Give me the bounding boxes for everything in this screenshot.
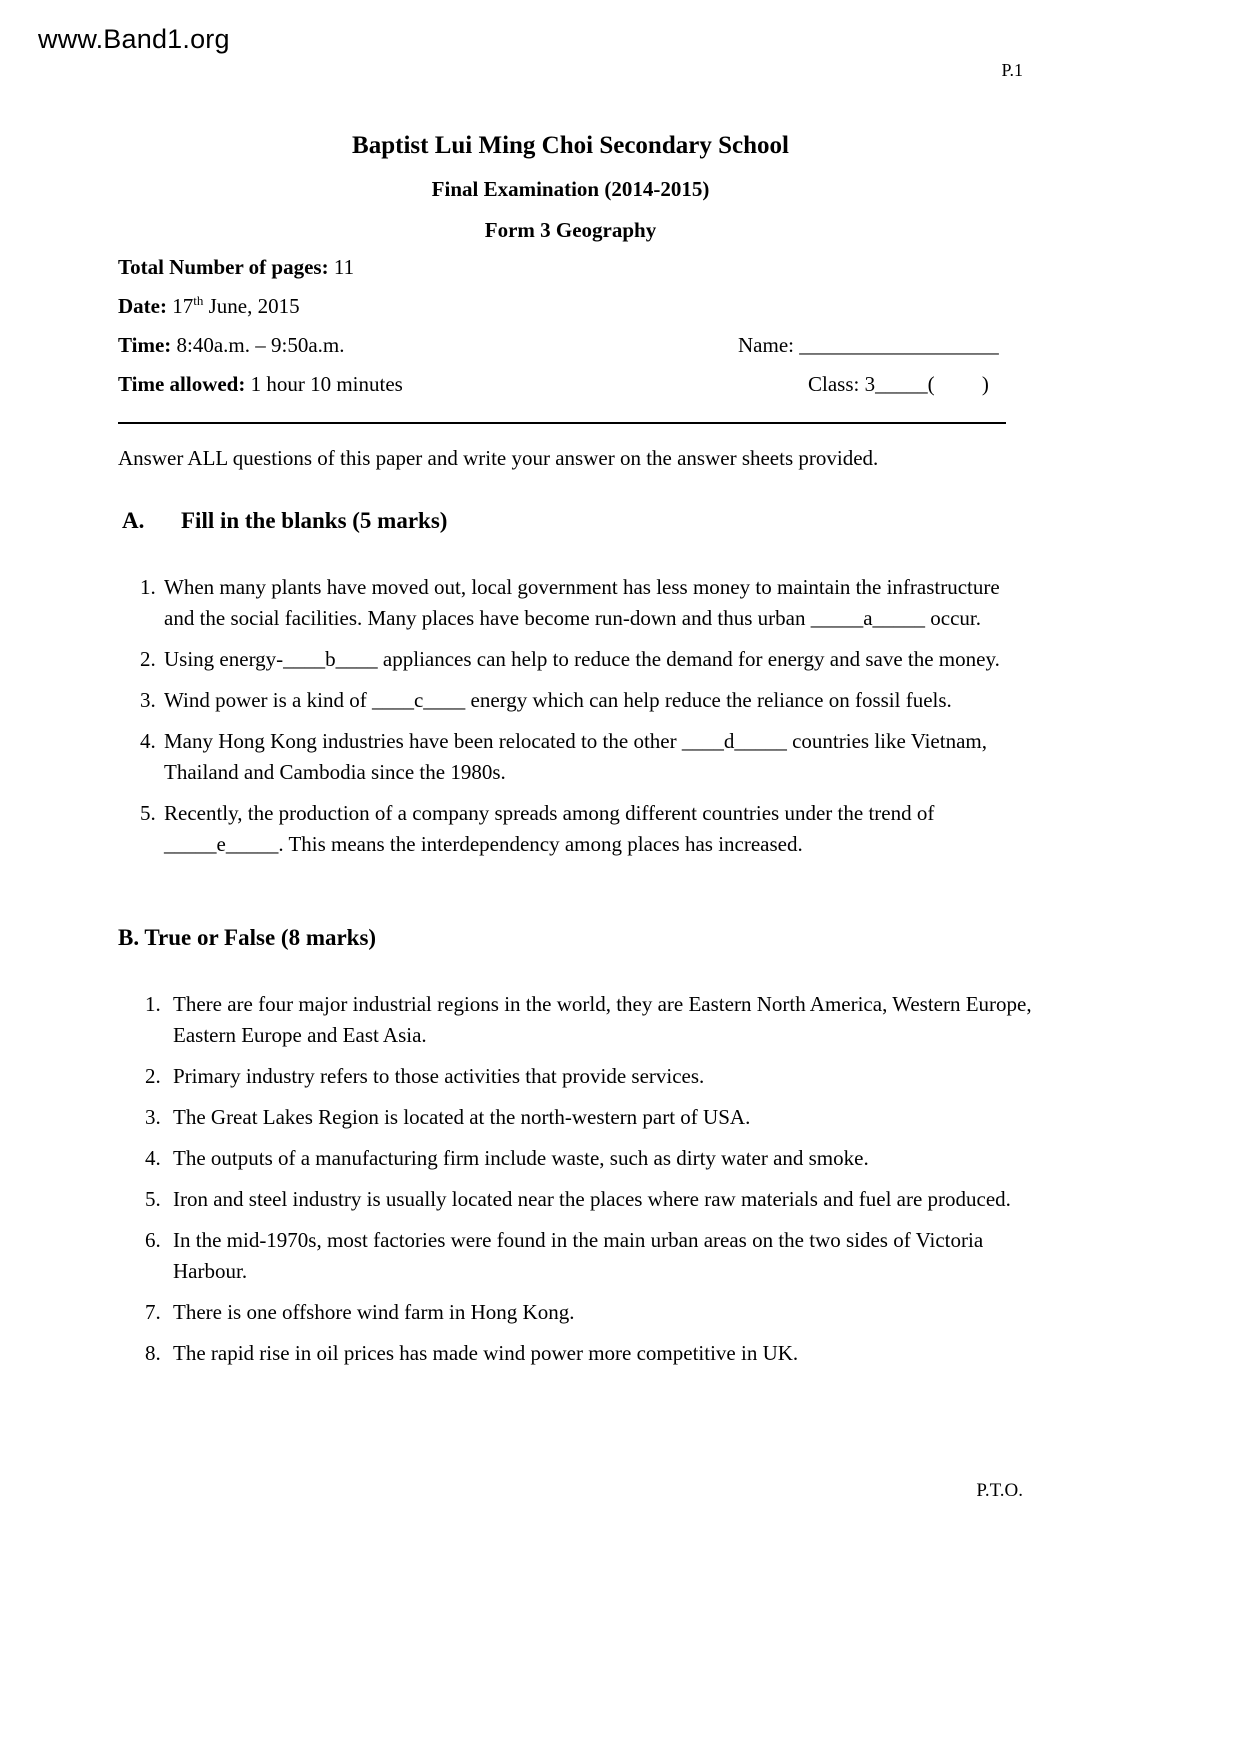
class-label: Class:: [808, 372, 860, 396]
question-number: 4.: [140, 729, 156, 753]
question-number: 5.: [145, 1187, 161, 1211]
exam-info-block: [118, 248, 1023, 404]
total-pages-row: [118, 248, 1023, 287]
time-allowed-label: Time allowed:: [118, 372, 246, 396]
question-item: [118, 1225, 1040, 1287]
question-item: [118, 685, 1040, 716]
question-item: [118, 644, 1040, 675]
section-b-true-or-false: [118, 925, 1040, 1379]
exam-subject: Form 3 Geography: [484, 218, 657, 242]
question-text: Recently, the production of a company spreads among different countries under the trend of _____e_____. This means the interdependency among places has increased.: [164, 801, 935, 856]
question-text: There is one offshore wind farm in Hong Kong.: [173, 1300, 575, 1324]
section-a-title: Fill in the blanks (5 marks): [181, 508, 448, 533]
question-text: Many Hong Kong industries have been relocated to the other ____d_____ countries like Vietnam, Thailand and Cambodia since the 1980s.: [164, 729, 987, 784]
question-text: There are four major industrial regions in the world, they are Eastern North America, Western Europe, Eastern Europe and East Asia.: [173, 992, 1032, 1047]
question-number: 6.: [145, 1228, 161, 1252]
question-item: [118, 1102, 1040, 1133]
question-number: 8.: [145, 1341, 161, 1365]
header-divider-line: [118, 422, 1006, 424]
question-text: When many plants have moved out, local government has less money to maintain the infrastructure and the social facilities. Many places have become run-down and thus urban _____a_____ occur.: [164, 575, 1000, 630]
time-allowed-row: [118, 365, 1023, 404]
total-pages-value: 11: [328, 255, 355, 279]
question-item: [118, 798, 1040, 860]
question-text: The rapid rise in oil prices has made wind power more competitive in UK.: [173, 1341, 799, 1365]
section-a-question-list: [118, 572, 1040, 860]
question-text: Iron and steel industry is usually located near the places where raw materials and fuel are produced.: [173, 1187, 1011, 1211]
site-watermark: www.Band1.org: [38, 24, 230, 54]
section-a-heading: [118, 508, 1040, 534]
question-number: 3.: [140, 688, 156, 712]
time-value: 8:40a.m. – 9:50a.m.: [171, 333, 345, 357]
question-item: [118, 989, 1040, 1051]
question-text: In the mid-1970s, most factories were found in the main urban areas on the two sides of Victoria Harbour.: [173, 1228, 984, 1283]
total-pages-label: Total Number of pages:: [118, 255, 329, 279]
section-b-heading: B. True or False (8 marks): [118, 925, 377, 950]
date-label: Date:: [118, 294, 167, 318]
question-item: [118, 1061, 1040, 1092]
question-number: 2.: [140, 647, 156, 671]
question-item: [118, 1143, 1040, 1174]
page-number: P.1: [1001, 60, 1023, 80]
question-item: [118, 1184, 1040, 1215]
school-name: Baptist Lui Ming Choi Secondary School: [352, 132, 789, 159]
question-number: 4.: [145, 1146, 161, 1170]
page-turn-over-note: P.T.O.: [976, 1480, 1023, 1501]
question-text: Wind power is a kind of ____c____ energy which can help reduce the reliance on fossil fuels.: [164, 688, 952, 712]
question-number: 5.: [140, 801, 156, 825]
class-blank-line: 3_____( ): [859, 372, 989, 396]
question-item: [118, 1297, 1040, 1328]
question-text: Primary industry refers to those activities that provide services.: [173, 1064, 705, 1088]
section-b-question-list: [118, 989, 1040, 1369]
question-number: 1.: [140, 575, 156, 599]
general-instruction: Answer ALL questions of this paper and write your answer on the answer sheets provided.: [118, 446, 879, 470]
time-allowed-value: 1 hour 10 minutes: [245, 372, 403, 396]
time-label: Time:: [118, 333, 172, 357]
exam-header: [118, 132, 1023, 243]
section-a-fill-in-blanks: [118, 508, 1040, 870]
name-blank-line: ___________________: [793, 333, 999, 357]
exam-title: Final Examination (2014-2015): [431, 177, 710, 201]
question-number: 3.: [145, 1105, 161, 1129]
question-item: [118, 1338, 1040, 1369]
question-item: [118, 572, 1040, 634]
question-item: [118, 726, 1040, 788]
date-ordinal: th: [193, 293, 204, 308]
question-number: 1.: [145, 992, 161, 1016]
section-a-letter: A.: [122, 508, 145, 533]
date-rest: June, 2015: [203, 294, 300, 318]
question-text: Using energy-____b____ appliances can help to reduce the demand for energy and save the money.: [164, 647, 1000, 671]
question-number: 7.: [145, 1300, 161, 1324]
name-label: Name:: [738, 333, 794, 357]
date-day: 17: [166, 294, 194, 318]
question-number: 2.: [145, 1064, 161, 1088]
question-text: The Great Lakes Region is located at the north-western part of USA.: [173, 1105, 751, 1129]
question-text: The outputs of a manufacturing firm include waste, such as dirty water and smoke.: [173, 1146, 869, 1170]
